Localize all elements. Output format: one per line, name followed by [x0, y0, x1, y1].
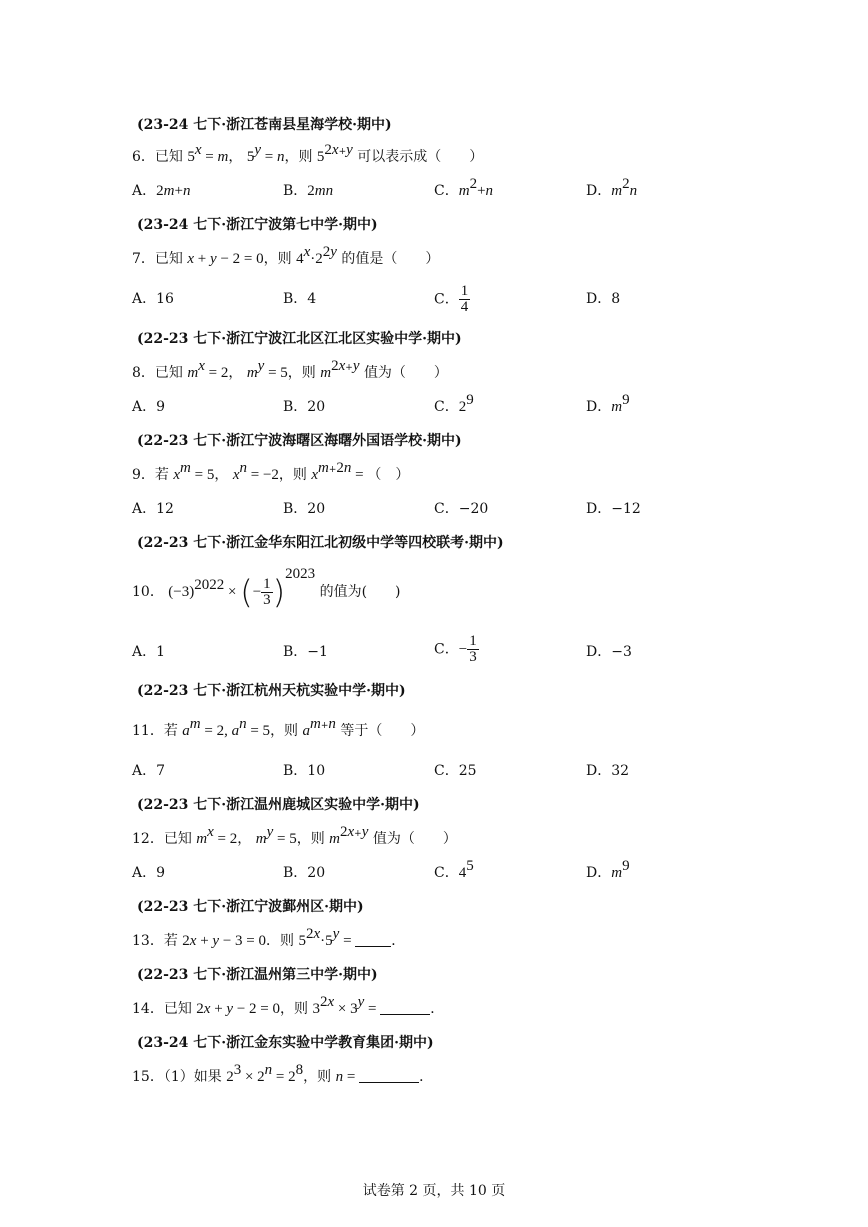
question-10-source: (22-23 七下·浙江金华东阳江北初级中学等四校联考·期中)	[137, 535, 504, 551]
answer-blank[interactable]	[359, 1068, 419, 1083]
question-10-option-b[interactable]: B．−1	[283, 644, 328, 660]
question-14-source: (22-23 七下·浙江温州第三中学·期中)	[137, 967, 378, 983]
question-6-number: 6	[132, 149, 141, 165]
question-9-option-c[interactable]: C．−20	[434, 501, 489, 517]
question-9-option-a[interactable]: A．12	[132, 501, 174, 517]
question-11-source: (22-23 七下·浙江杭州天杭实验中学·期中)	[137, 683, 406, 699]
question-6-option-b[interactable]: B．2mn	[283, 183, 334, 199]
question-11-option-c[interactable]: C．25	[434, 763, 477, 779]
question-7-source: (23-24 七下·浙江宁波第七中学·期中)	[137, 217, 378, 233]
page-footer: 试卷第 2 页，共 10 页	[362, 1183, 506, 1199]
question-8-option-b[interactable]: B．20	[283, 399, 326, 415]
question-6-option-d[interactable]: D．$m^2n$	[586, 176, 638, 199]
question-10-option-a[interactable]: A．1	[132, 644, 166, 660]
question-8-option-a[interactable]: A．9	[132, 399, 166, 415]
question-9-option-b[interactable]: B．20	[283, 501, 326, 517]
question-12-source: (22-23 七下·浙江温州鹿城区实验中学·期中)	[137, 797, 420, 813]
question-12-option-c[interactable]: C．$4^5$	[434, 858, 474, 881]
question-12-option-a[interactable]: A．9	[132, 865, 166, 881]
question-15-stem: 15．（1）如果 $2^3 \times 2^n = 2^8$，则 n = ．	[132, 1062, 434, 1085]
question-13-stem: 13．若 2x + y − 3 = 0．则 $5^{2x}\cdot 5^y$ = ．	[132, 926, 406, 949]
question-7-stem: 7．已知 x + y − 2 = 0，则 $4^x\cdot 2^{2y}$ 的值是（ ）	[132, 244, 440, 267]
question-11-option-d[interactable]: D．32	[586, 763, 630, 779]
question-13-source: (22-23 七下·浙江宁波鄞州区·期中)	[137, 899, 364, 915]
question-8-option-d[interactable]: D．$m^9$	[586, 392, 630, 415]
question-8-source: (22-23 七下·浙江宁波江北区江北区实验中学·期中)	[137, 331, 462, 347]
answer-blank[interactable]	[380, 1000, 430, 1015]
question-9-option-d[interactable]: D．−12	[586, 501, 641, 517]
question-10-option-c[interactable]: C．− $\frac{1}{3}$	[434, 633, 477, 665]
question-6-source: (23-24 七下·浙江苍南县星海学校·期中)	[137, 117, 392, 133]
question-12-stem: 12．已知 $m^x = 2$， $m^y = 5$，则 $m^{2x+y}$ 值为（ ）	[132, 824, 457, 847]
answer-blank[interactable]	[355, 932, 391, 947]
question-9-stem: 9．若 $x^m = 5$， $x^n = -2$，则 $x^{m+2n}$ = （ ）	[132, 460, 410, 483]
question-7-option-b[interactable]: B．4	[283, 291, 317, 307]
question-14-stem: 14．已知 2x + y − 2 = 0，则 $3^{2x} \times 3^y$ = ．	[132, 994, 445, 1017]
question-6-stem: 6．已知 $5^x = m$， $5^y = n$，则 $5^{2x+y}$ 可以表示成（ ）	[132, 142, 484, 165]
question-10-stem: 10． $(-3)^{2022}$ × (− $\frac{1}{3}$ )$^{2023}$ 的值为( )	[132, 566, 401, 611]
question-8-stem: 8．已知 $m^x = 2$， $m^y = 5$，则 $m^{2x+y}$ 值为（ ）	[132, 358, 448, 381]
question-7-option-a[interactable]: A．16	[132, 291, 174, 307]
question-9-source: (22-23 七下·浙江宁波海曙区海曙外国语学校·期中)	[137, 433, 462, 449]
question-11-option-a[interactable]: A．7	[132, 763, 166, 779]
question-8-option-c[interactable]: C．$2^9$	[434, 392, 474, 415]
question-6-option-c[interactable]: C．$m^2+n$	[434, 176, 494, 199]
question-12-option-b[interactable]: B．20	[283, 865, 326, 881]
question-11-option-b[interactable]: B．10	[283, 763, 326, 779]
question-10-option-d[interactable]: D．−3	[586, 644, 632, 660]
question-6-option-a[interactable]: A．2m+n	[132, 183, 191, 199]
fraction: $\frac{1}{3}$	[469, 633, 477, 665]
fraction: $\frac{1}{4}$	[460, 283, 469, 315]
question-7-option-c[interactable]: C． $\frac{1}{4}$	[434, 283, 469, 315]
question-12-option-d[interactable]: D．$m^9$	[586, 858, 630, 881]
question-15-source: (23-24 七下·浙江金东实验中学教育集团·期中)	[137, 1035, 434, 1051]
question-11-stem: 11．若 $a^m = 2$, $a^n = 5$，则 $a^{m+n}$ 等于（ ）	[132, 716, 425, 739]
fraction: $\frac{1}{3}$	[263, 575, 271, 608]
question-7-option-d[interactable]: D．8	[586, 291, 621, 307]
